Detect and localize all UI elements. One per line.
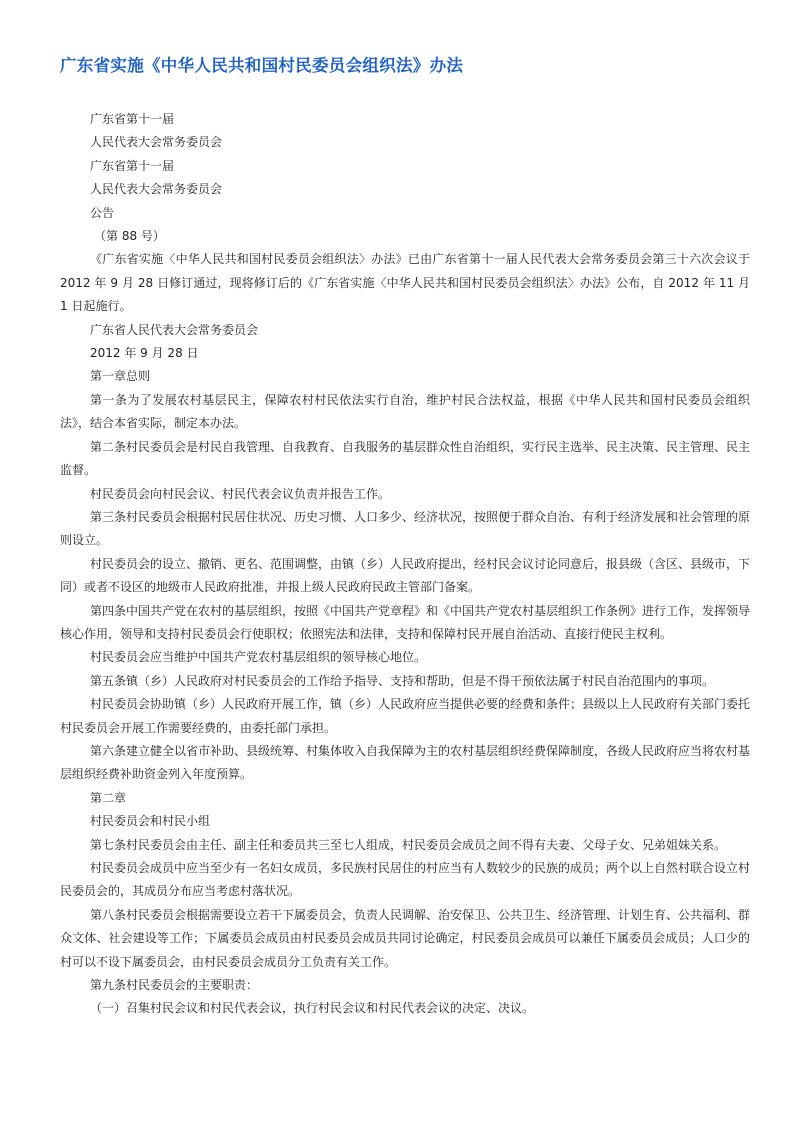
article-paragraph: 村民委员会成员中应当至少有一名妇女成员，多民族村民居住的村应当有人数较少的民族的成员；两个以上自然村联合设立村民委员会的，其成员分布应当考虑村落状况。 <box>60 861 751 899</box>
article-paragraph: 村民委员会向村民会议、村民代表会议负责并报告工作。 <box>90 486 391 501</box>
announcing-body-line-3: 广东省第十一届 <box>90 158 175 173</box>
document-title: 广东省实施《中华人民共和国村民委员会组织法》办法 <box>60 56 464 75</box>
announcing-body-line-1: 广东省第十一届 <box>90 112 175 126</box>
article-paragraph: 第八条村民委员会根据需要设立若干下属委员会，负责人民调解、治安保卫、公共卫生、经济管理、计划生育、公共福利、群众文体、社会建设等工作；下属委员会成员由村民委员会成员共同讨论确定，村民委员会成员可以兼任下属委员会成员；人口少的村可以不设下属委员会，由村民委员会成员分工负责有关工作。 <box>60 907 751 969</box>
article-paragraph: 第一条为了发展农村基层民主，保障农村村民依法实行自治，维护村民合法权益，根据《中华人民共和国村民委员会组织法》，结合本省实际，制定本办法。 <box>60 392 750 431</box>
article-paragraph: 第四条中国共产党在农村的基层组织，按照《中国共产党章程》和《中国共产党农村基层组织工作条例》进行工作，发挥领导核心作用，领导和支持村民委员会行使职权；依照宪法和法律，支持和保障村民开展自治活动、直接行使民主权利。 <box>60 603 751 641</box>
chapter-heading: 第一章总则 <box>90 369 151 384</box>
article-paragraph: 第六条建立健全以省市补助、县级统筹、村集体收入自我保障为主的农村基层组织经费保障制度，各级人民政府应当将农村基层组织经费补助资金列入年度预算。 <box>60 743 751 782</box>
document-body <box>60 108 750 1021</box>
announcement-text: 《广东省实施〈中华人民共和国村民委员会组织法〉办法》已由广东省第十一届人民代表大会常务委员会第三十六次会议于 2012 年 9 月 28 日修订通过，现将修订后的《广东省实施〈中华人民共和国村民委员会组织法〉办法》公布，自 2012 年 11 月 1 日起施行。 <box>60 252 750 314</box>
chapter-subtitle: 村民委员会和村民小组 <box>90 814 211 829</box>
article-paragraph: 村民委员会应当维护中国共产党农村基层组织的领导核心地位。 <box>90 650 427 665</box>
chapter-heading: 第二章 <box>90 790 127 805</box>
article-paragraph: 第九条村民委员会的主要职责： <box>90 978 259 993</box>
article-paragraph: 村民委员会协助镇（乡）人民政府开展工作，镇（乡）人民政府应当提供必要的经费和条件；县级以上人民政府有关部门委托村民委员会开展工作需要经费的，由委托部门承担。 <box>60 697 751 735</box>
announcing-body-line-2: 人民代表大会常务委员会 <box>90 135 223 150</box>
article-paragraph: 第七条村民委员会由主任、副主任和委员共三至七人组成，村民委员会成员之间不得有夫妻、父母子女、兄弟姐妹关系。 <box>90 837 727 852</box>
article-paragraph: 村民委员会的设立、撤销、更名、范围调整，由镇（乡）人民政府提出，经村民会议讨论同意后，报县级（含区、县级市，下同）或者不设区的地级市人民政府批准，并报上级人民政府民政主管部门备案。 <box>60 556 751 595</box>
article-paragraph: 第三条村民委员会根据村民居住状况、历史习惯、人口多少、经济状况，按照便于群众自治、有利于经济发展和社会管理的原则设立。 <box>60 509 751 548</box>
signing-body: 广东省人民代表大会常务委员会 <box>90 322 259 337</box>
announcement-heading: 公告 <box>90 205 115 220</box>
article-paragraph: 第五条镇（乡）人民政府对村民委员会的工作给予指导、支持和帮助，但是不得干预依法属于村民自治范围内的事项。 <box>90 673 715 688</box>
announcement-number: （第 88 号） <box>94 229 165 244</box>
announcing-body-line-4: 人民代表大会常务委员会 <box>90 182 223 197</box>
article-paragraph: 第二条村民委员会是村民自我管理、自我教育、自我服务的基层群众性自治组织，实行民主选举、民主决策、民主管理、民主监督。 <box>60 439 751 478</box>
list-item: （一）召集村民会议和村民代表会议，执行村民会议和村民代表会议的决定、决议。 <box>90 1001 535 1016</box>
signing-date: 2012 年 9 月 28 日 <box>90 346 199 361</box>
